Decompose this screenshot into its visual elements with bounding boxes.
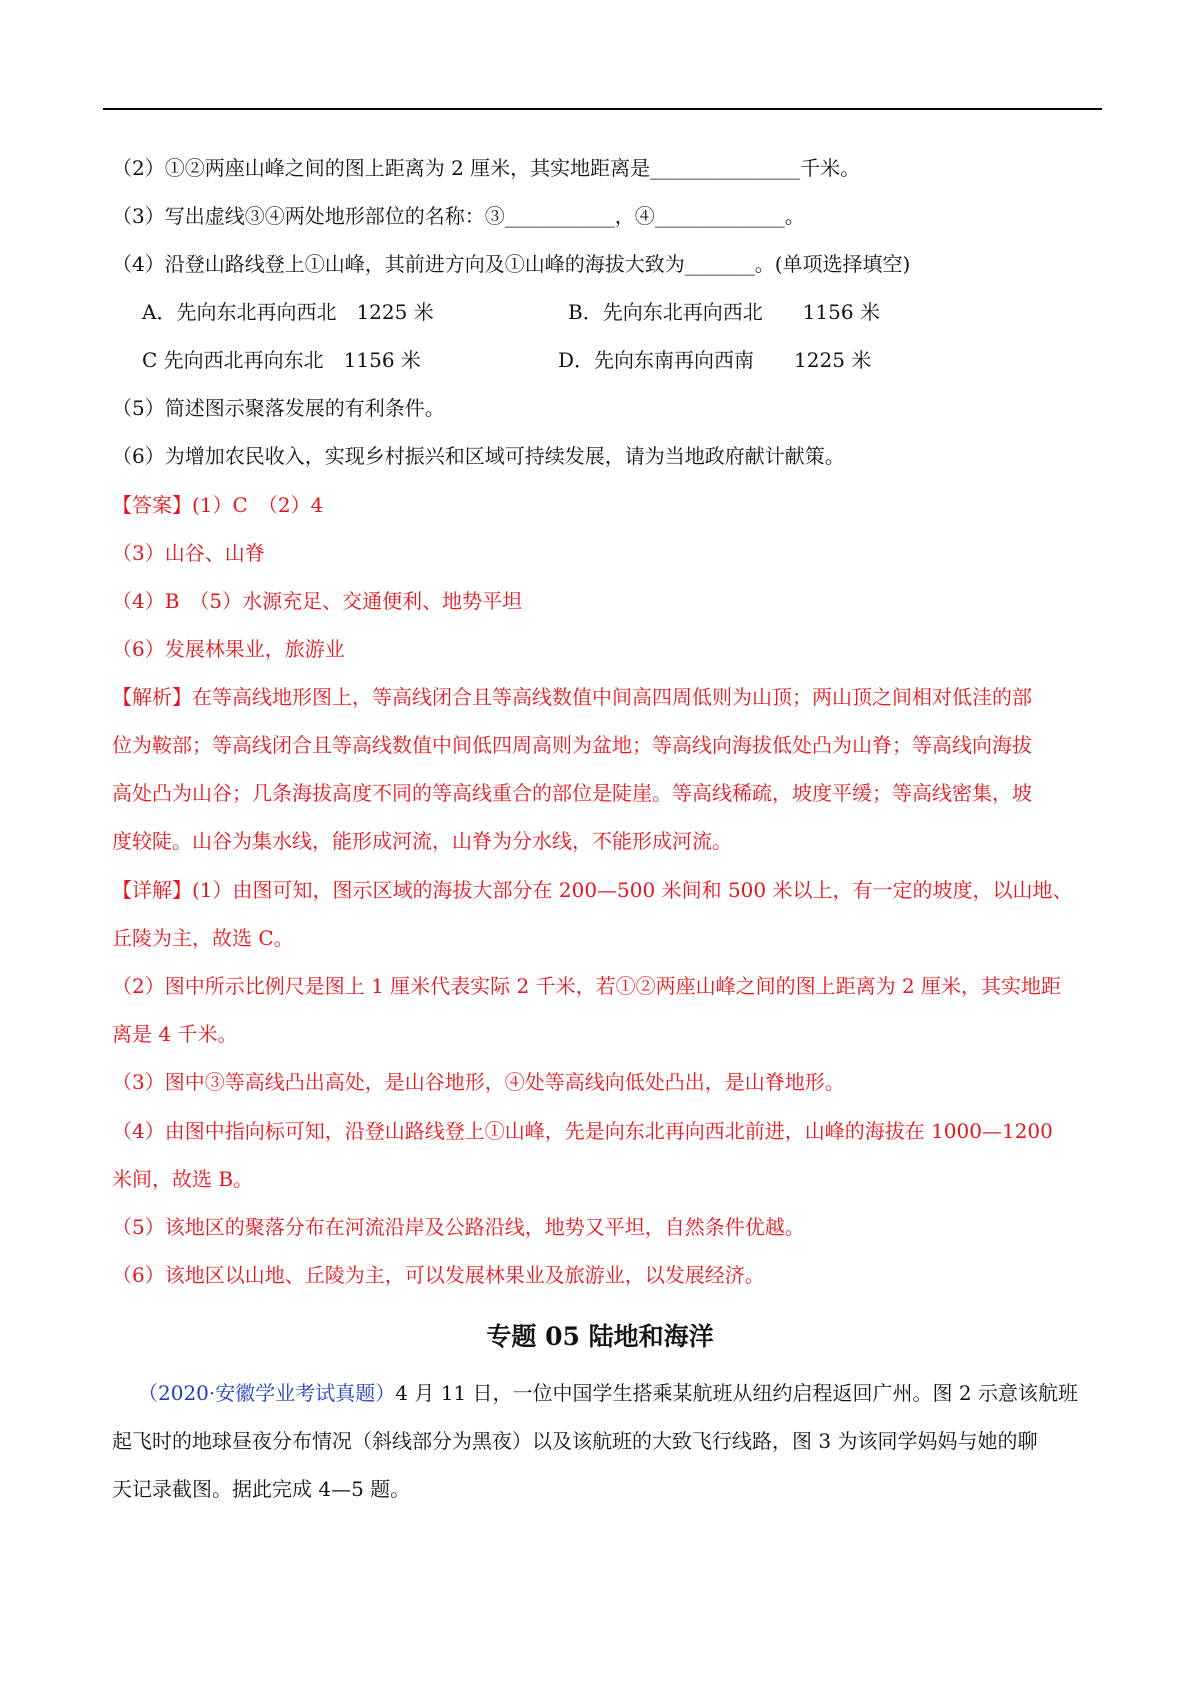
question-4: （4）沿登山路线登上①山峰，其前进方向及①山峰的海拔大致为_______。(单项选择填空)	[112, 252, 911, 276]
section-intro-text-1: 4 月 11 日，一位中国学生搭乘某航班从纽约启程返回广州。图 2 示意该航班	[395, 1381, 1078, 1405]
analysis-line-4: 度较陡。山谷为集水线，能形成河流，山脊为分水线，不能形成河流。	[112, 829, 732, 853]
question-6: （6）为增加农民收入，实现乡村振兴和区域可持续发展，请为当地政府献计献策。	[112, 444, 845, 468]
header-rule	[103, 108, 1102, 110]
question-3: （3）写出虚线③④两处地形部位的名称：③___________，④_____________。	[112, 204, 805, 228]
answer-line-4: （6）发展林果业，旅游业	[112, 637, 345, 661]
detail-line-7: 米间，故选 B。	[112, 1167, 254, 1191]
detail-line-8: （5）该地区的聚落分布在河流沿岸及公路沿线，地势又平坦，自然条件优越。	[112, 1215, 805, 1239]
question-source: （2020·安徽学业考试真题）	[138, 1381, 396, 1405]
detail-line-2: 丘陵为主，故选 C。	[112, 926, 294, 950]
detail-line-1: 【详解】(1）由图可知，图示区域的海拔大部分在 200—500 米间和 500 米以上，有一定的坡度，以山地、	[112, 878, 1073, 902]
section-intro-line-3: 天记录截图。据此完成 4—5 题。	[112, 1477, 411, 1501]
detail-line-9: （6）该地区以山地、丘陵为主，可以发展林果业及旅游业，以发展经济。	[112, 1263, 765, 1287]
answer-line-1: 【答案】(1）C （2）4	[112, 493, 324, 517]
answer-line-2: （3）山谷、山脊	[112, 541, 265, 565]
question-2: （2）①②两座山峰之间的图上距离为 2 厘米，其实地距离是_______________千米。	[112, 156, 861, 180]
question-5: （5）简述图示聚落发展的有利条件。	[112, 396, 445, 420]
option-b: B．先向东北再向西北 1156 米	[568, 300, 880, 324]
answer-line-3: （4）B （5）水源充足、交通便利、地势平坦	[112, 589, 523, 613]
detail-line-4: 离是 4 千米。	[112, 1022, 238, 1046]
option-d: D．先向东南再向西南 1225 米	[558, 348, 872, 372]
analysis-line-1: 【解析】在等高线地形图上，等高线闭合且等高线数值中间高四周低则为山顶；两山顶之间相对低洼的部	[112, 685, 1032, 709]
detail-line-5: （3）图中③等高线凸出高处，是山谷地形，④处等高线向低处凸出，是山脊地形。	[112, 1070, 845, 1094]
detail-line-3: （2）图中所示比例尺是图上 1 厘米代表实际 2 千米，若①②两座山峰之间的图上距离为 2 厘米，其实地距	[112, 974, 1062, 998]
detail-line-6: （4）由图中指向标可知，沿登山路线登上①山峰，先是向东北再向西北前进，山峰的海拔在 1000—1200	[112, 1119, 1053, 1143]
section-intro-line-1	[138, 1378, 1078, 1408]
option-c: C 先向西北再向东北 1156 米	[142, 348, 421, 372]
analysis-line-3: 高处凸为山谷；几条海拔高度不同的等高线重合的部位是陡崖。等高线稀疏，坡度平缓；等高线密集，坡	[112, 781, 1032, 805]
option-a: A．先向东北再向西北 1225 米	[142, 300, 434, 324]
section-intro-line-2: 起飞时的地球昼夜分布情况（斜线部分为黑夜）以及该航班的大致飞行线路，图 3 为该同学妈妈与她的聊	[112, 1429, 1038, 1453]
section-title: 专题 05 陆地和海洋	[486, 1322, 714, 1351]
analysis-line-2: 位为鞍部；等高线闭合且等高线数值中间低四周高则为盆地；等高线向海拔低处凸为山脊；等高线向海拔	[112, 733, 1032, 757]
